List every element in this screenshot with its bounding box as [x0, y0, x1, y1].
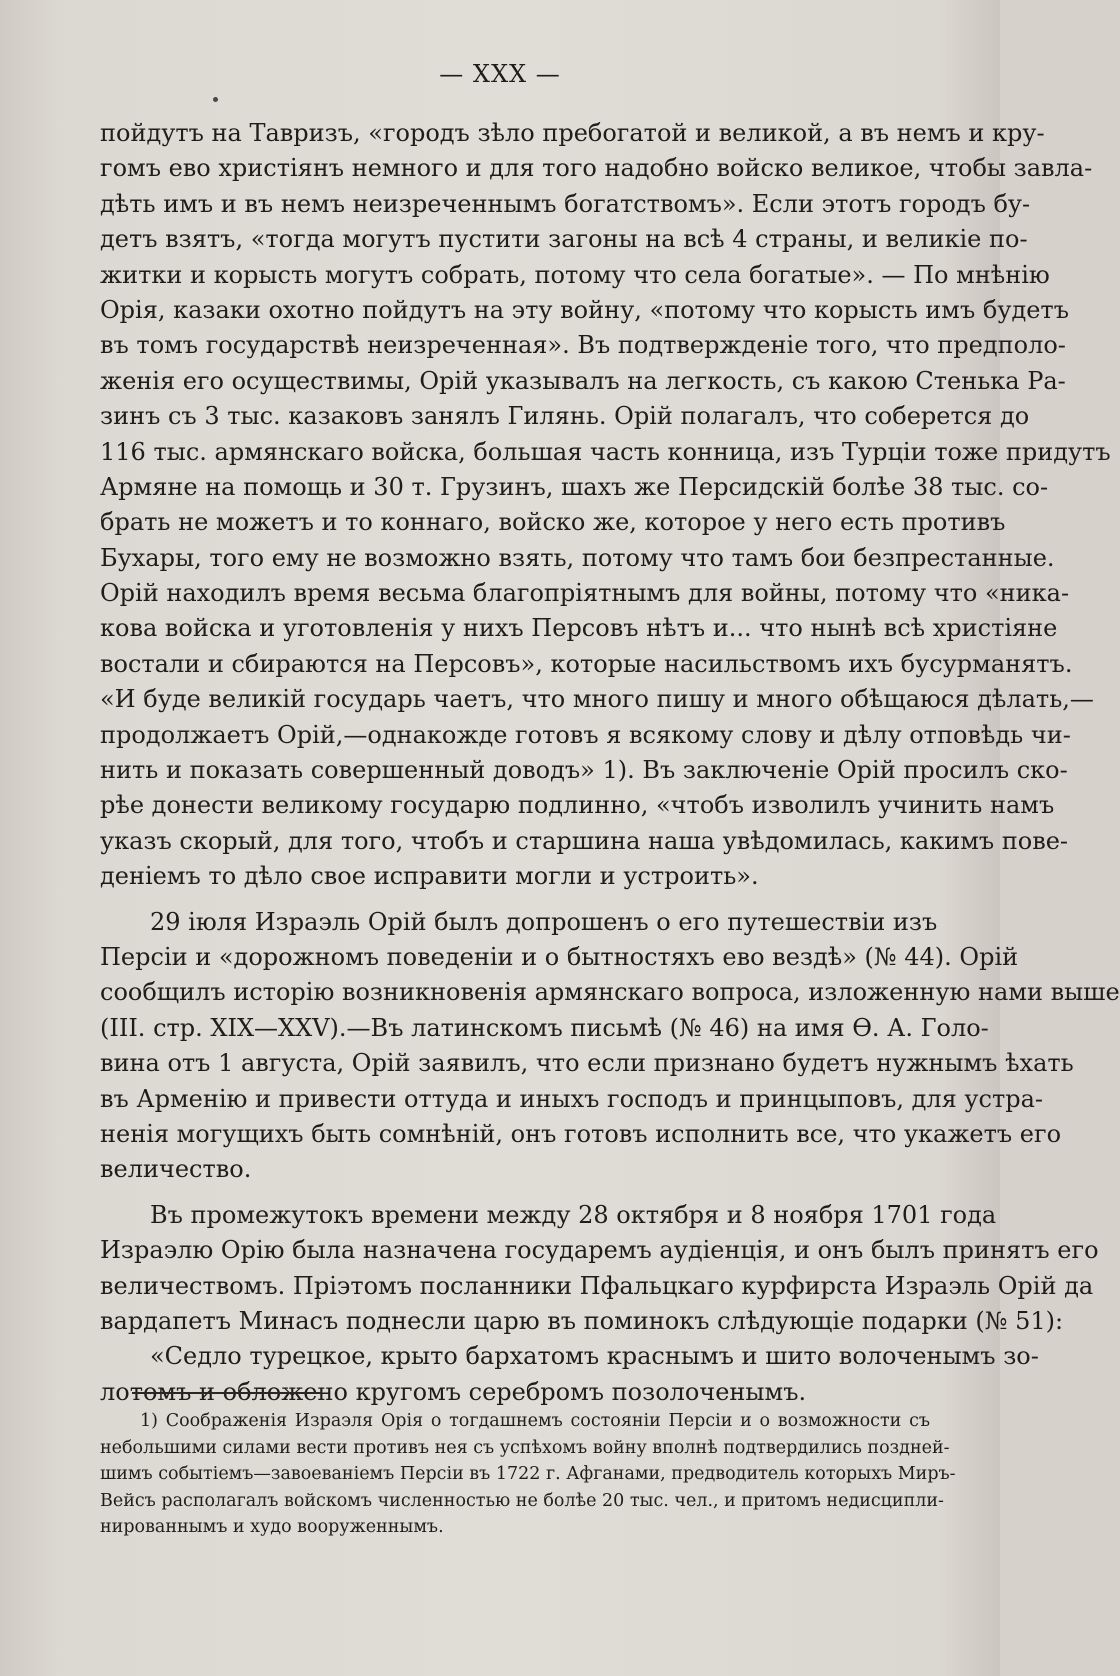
text-line: въ томъ государствѣ неизреченная». Въ подтвержденіе того, что предполо- — [100, 331, 1066, 360]
text-line: пойдутъ на Тавризъ, «городъ зѣло пребогатой и великой, а въ немъ и кру- — [100, 119, 1045, 147]
footnotes — [100, 1408, 956, 1541]
text-line: рѣе донести великому государю подлинно, «чтобъ изволилъ учинить намъ — [100, 791, 1055, 820]
text-line: величество. — [100, 1155, 252, 1184]
text-line: 29 іюля Израэль Орій былъ допрошенъ о его путешествіи изъ — [150, 907, 938, 936]
footnote-rule — [132, 1392, 322, 1394]
running-head: — XXX — — [439, 60, 561, 88]
text-line: Орія, казаки охотно пойдутъ на эту войну, «потому что корысть имъ будетъ — [100, 295, 1069, 324]
body-text — [100, 116, 1120, 1410]
paragraph-gap — [100, 1188, 930, 1198]
text-line: указъ скорый, для того, чтобъ и старшина наша увѣдомилась, какимъ пове- — [100, 826, 1069, 855]
text-line: Армяне на помощь и 30 т. Грузинъ, шахъ же Персидскій болѣе 38 тыс. со- — [100, 472, 1049, 501]
text-line: Въ промежутокъ времени между 28 октября и 8 ноября 1701 года — [150, 1200, 997, 1229]
text-line: нить и показать совершенный доводъ» 1). Въ заключеніе Орій просилъ ско- — [100, 756, 1068, 785]
text-line: востали и сбираются на Персовъ», которые насильствомъ ихъ бусурманятъ. — [100, 649, 1073, 678]
ink-speck — [213, 97, 218, 102]
paragraph-gap — [100, 895, 930, 905]
text-line: женія его осуществимы, Орій указывалъ на легкость, съ какою Стенька Ра- — [100, 366, 1066, 395]
text-line: кова войска и уготовленія у нихъ Персовъ нѣтъ и... что нынѣ всѣ христіяне — [100, 614, 1058, 643]
text-line: «И буде великій государь чаетъ, что много пишу и много обѣщаюся дѣлать,— — [100, 685, 1094, 714]
footnote-line: нированнымъ и худо вооруженнымъ. — [100, 1517, 444, 1537]
text-line: брать не можетъ и то коннаго, войско же, которое у него есть противъ — [100, 508, 1006, 537]
text-line: вардапетъ Минасъ поднесли царю въ поминокъ слѣдующіе подарки (№ 51): — [100, 1306, 1064, 1335]
text-line: въ Арменію и привести оттуда и иныхъ господъ и принцыповъ, для устра- — [100, 1084, 1044, 1113]
text-line: 116 тыс. армянскаго войска, большая часть конница, изъ Турціи тоже придутъ — [100, 437, 1111, 466]
text-line: зинъ съ 3 тыс. казаковъ занялъ Гилянь. Орій полагалъ, что соберется до — [100, 402, 1030, 431]
text-line: вина отъ 1 августа, Орій заявилъ, что если признано будетъ нужнымъ ѣхать — [100, 1049, 1074, 1078]
footnote-line: шимъ событіемъ—завоеваніемъ Персіи въ 1722 г. Афганами, предводитель которыхъ Миръ- — [100, 1464, 956, 1484]
text-line: деніемъ то дѣло свое исправити могли и устроить». — [100, 862, 759, 891]
text-line: гомъ ево христіянъ немного и для того надобно войско великое, чтобы завла- — [100, 154, 1093, 183]
text-line: дѣть имъ и въ немъ неизреченнымъ богатствомъ». Если этотъ городъ бу- — [100, 189, 1031, 218]
footnote-line: Вейсъ располагалъ войскомъ численностью не болѣе 20 тыс. чел., и притомъ недисципли- — [100, 1490, 944, 1511]
text-line: (III. стр. XIX—XXV).—Въ латинскомъ письмѣ (№ 46) на имя Ѳ. А. Голо- — [100, 1013, 989, 1042]
footnote-line: небольшими силами вести противъ нея съ успѣхомъ войну вполнѣ подтвердились поздней- — [100, 1437, 950, 1458]
text-line: «Седло турецкое, крыто бархатомъ краснымъ и шито волоченымъ зо- — [150, 1342, 1039, 1371]
text-line: Бухары, того ему не возможно взять, потому что тамъ бои безпрестанные. — [100, 543, 1055, 572]
text-line: Персіи и «дорожномъ поведеніи и о бытностяхъ ево вездѣ» (№ 44). Орій — [100, 942, 1019, 971]
text-line: Орій находилъ время весьма благопріятнымъ для войны, потому что «ника- — [100, 579, 1070, 608]
text-line: житки и корысть могутъ собрать, потому что села богатые». — По мнѣнію — [100, 260, 1050, 289]
text-line: ненія могущихъ быть сомнѣній, онъ готовъ исполнить все, что укажетъ его — [100, 1119, 1062, 1148]
footnote-line: 1) Соображенія Израэля Орія о тогдашнемъ состояніи Персіи и о возможности съ — [140, 1411, 930, 1431]
text-line: сообщилъ исторію возникновенія армянскаго вопроса, изложенную нами выше — [100, 978, 1120, 1007]
text-line: продолжаетъ Орій,—однакожде готовъ я всякому слову и дѣлу отповѣдь чи- — [100, 720, 1071, 749]
text-line: лотомъ и обложено кругомъ серебромъ позолоченымъ. — [100, 1377, 807, 1406]
text-line: детъ взятъ, «тогда могутъ пустити загоны на всѣ 4 страны, и великіе по- — [100, 225, 1028, 254]
text-line: Израэлю Орію была назначена государемъ аудіенція, и онъ былъ принятъ его — [100, 1236, 1099, 1265]
text-line: величествомъ. Пріэтомъ посланники Пфальцкаго курфирста Израэль Орій да — [100, 1271, 1094, 1300]
